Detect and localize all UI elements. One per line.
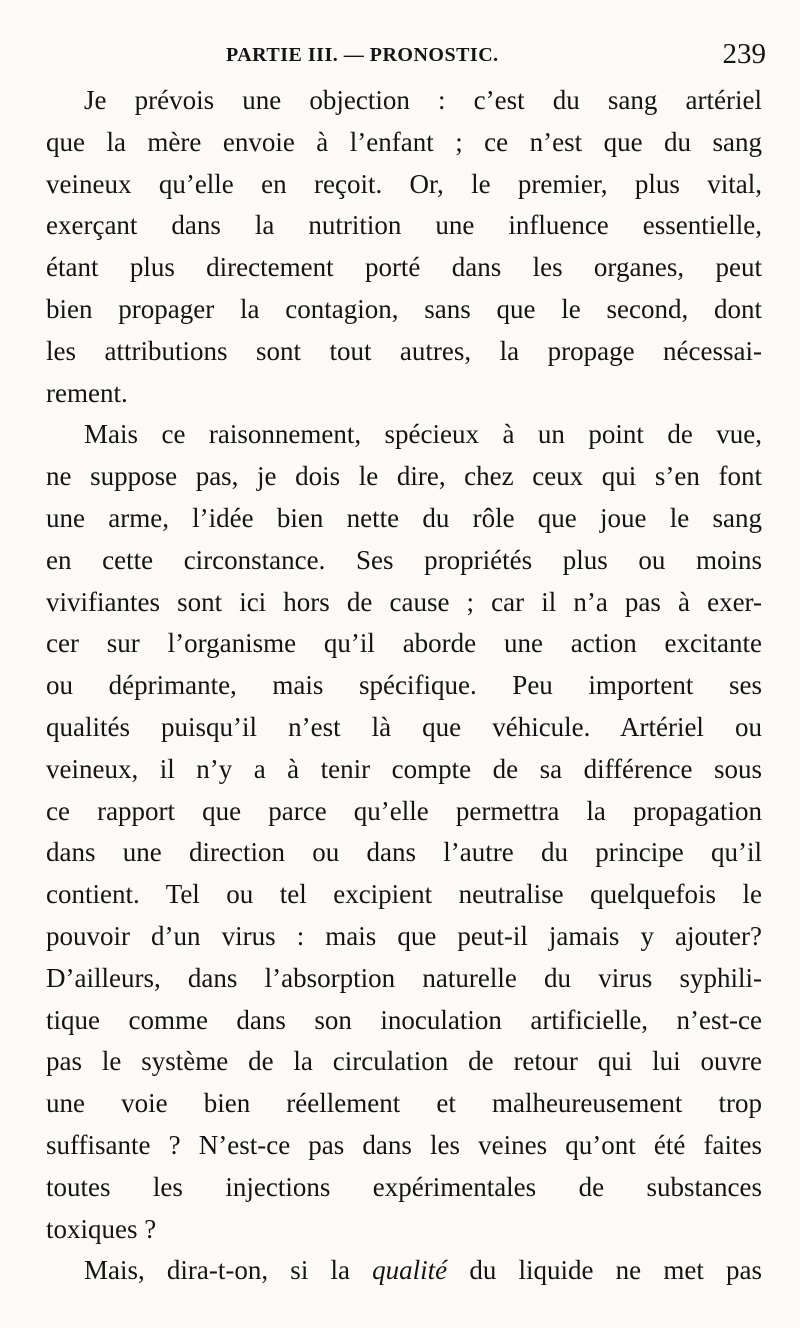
- text-line: D’ailleurs, dans l’absorption naturelle du virus syphili-: [46, 962, 762, 993]
- text-line: suffisante ? N’est-ce pas dans les veines qu’ont été faites: [46, 1129, 762, 1160]
- text-line: toxiques ?: [46, 1213, 157, 1244]
- page-number: 239: [722, 38, 766, 70]
- text-line: en cette circonstance. Ses propriétés plus ou moins: [46, 544, 762, 575]
- text-line: pas le système de la circulation de retour qui lui ouvre: [46, 1046, 762, 1077]
- text-line: bien propager la contagion, sans que le second, dont: [46, 293, 762, 324]
- italic-word: qualité: [372, 1255, 448, 1286]
- text-run: Mais, dira-t-on, si la: [84, 1255, 373, 1286]
- text-line-last: [46, 1250, 762, 1292]
- text-line: étant plus directement porté dans les organes, peut: [46, 252, 762, 283]
- text-line: veineux qu’elle en reçoit. Or, le premier, plus vital,: [46, 168, 762, 199]
- text-line: tique comme dans son inoculation artificielle, n’est-ce: [46, 1004, 762, 1035]
- text-line: toutes les injections expérimentales de substances: [46, 1171, 762, 1202]
- running-head: PARTIE III. — PRONOSTIC.: [226, 44, 499, 66]
- text-line: cer sur l’organisme qu’il aborde une action excitante: [46, 628, 762, 659]
- text-line: Mais ce raisonnement, spécieux à un point de vue,: [84, 419, 762, 450]
- text-line: Je prévois une objection : c’est du sang artériel: [84, 85, 762, 115]
- text-line: rement.: [46, 377, 128, 408]
- text-line: une voie bien réellement et malheureusement trop: [46, 1088, 762, 1119]
- text-line: pouvoir d’un virus : mais que peut-il jamais y ajouter?: [46, 920, 762, 951]
- text-line: veineux, il n’y a à tenir compte de sa différence sous: [46, 753, 762, 784]
- text-line: ce rapport que parce qu’elle permettra la propagation: [46, 795, 762, 826]
- body-text: [46, 80, 762, 1292]
- text-line: ne suppose pas, je dois le dire, chez ceux qui s’en font: [46, 461, 762, 492]
- text-line: vivifiantes sont ici hors de cause ; car il n’a pas à exer-: [46, 586, 762, 617]
- text-run: du liquide ne met pas: [447, 1255, 762, 1286]
- text-line: une arme, l’idée bien nette du rôle que joue le sang: [46, 502, 762, 533]
- text-line: les attributions sont tout autres, la propage nécessai-: [46, 335, 762, 366]
- page-header: [226, 38, 766, 74]
- text-line: que la mère envoie à l’enfant ; ce n’est que du sang: [46, 126, 762, 157]
- text-line: contient. Tel ou tel excipient neutralise quelquefois le: [46, 879, 762, 910]
- text-line: dans une direction ou dans l’autre du principe qu’il: [46, 837, 762, 868]
- text-line: qualités puisqu’il n’est là que véhicule. Artériel ou: [46, 711, 762, 742]
- text-line: ou déprimante, mais spécifique. Peu importent ses: [46, 670, 762, 701]
- text-line: exerçant dans la nutrition une influence essentielle,: [46, 210, 762, 241]
